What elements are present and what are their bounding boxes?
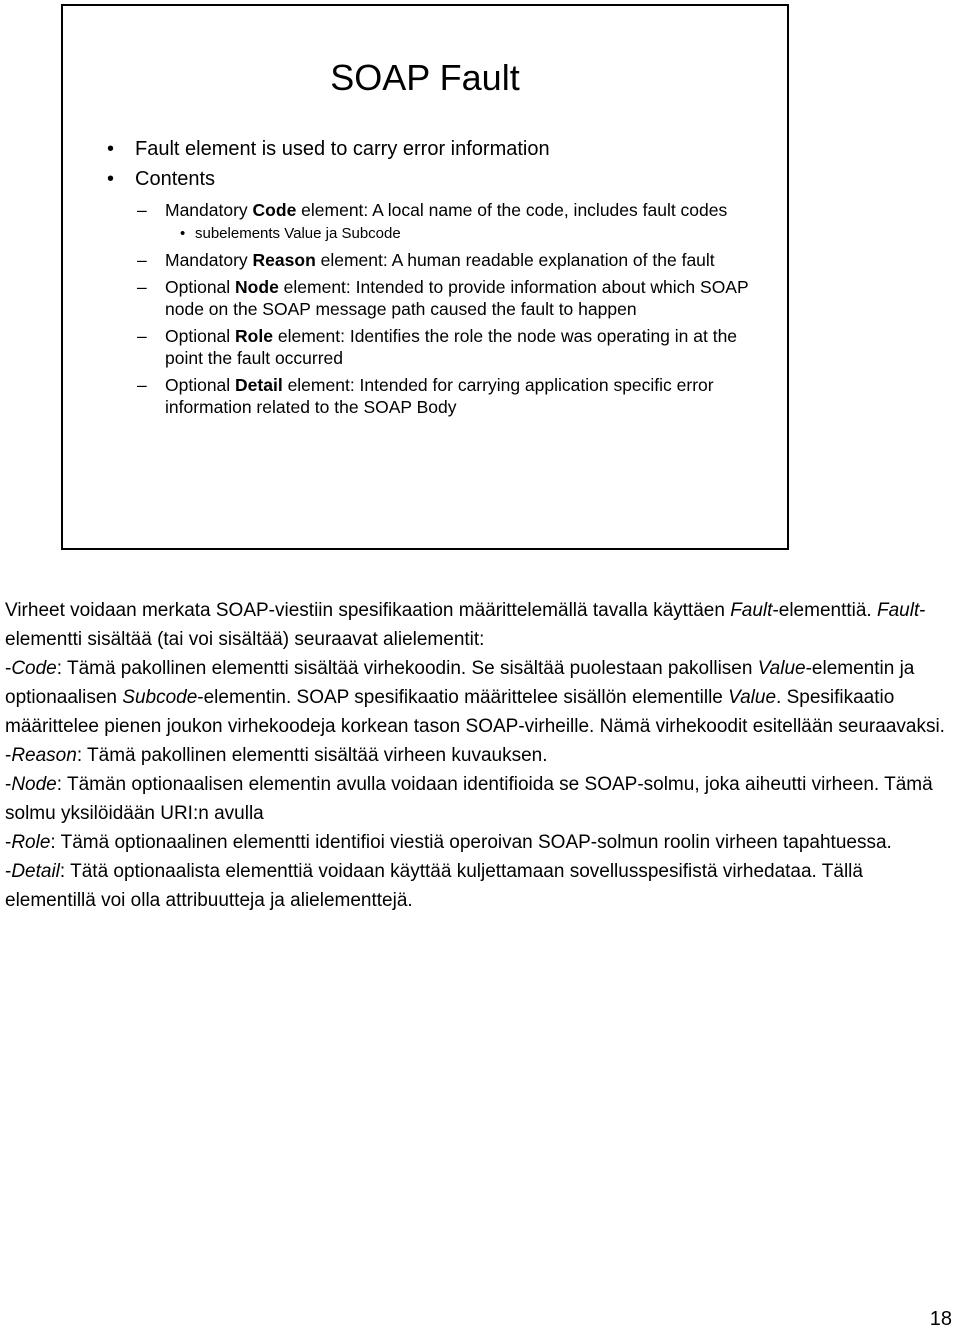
dash-icon: – xyxy=(137,375,147,395)
notes-intro: Virheet voidaan merkata SOAP-viestiin spesifikaation määrittelemällä tavalla käyttäen Fault-elementtiä. Fault-elementti sisältää (tai voi sisältää) seuraavat alielementit: xyxy=(5,600,926,650)
sub-item-code: – Mandatory Code element: A local name of the code, includes fault codes xyxy=(137,200,728,220)
notes-detail: -Detail: Tätä optionaalista elementtiä voidaan käyttää kuljettamaan sovellusspesifistä virhedataa. Tällä elementillä voi olla attribuutteja ja alielementtejä. xyxy=(5,861,863,911)
bullet-item xyxy=(105,134,765,164)
sub-item-reason: – Mandatory Reason element: A human readable explanation of the fault xyxy=(137,250,715,270)
dash-icon: – xyxy=(137,250,147,270)
speaker-notes xyxy=(5,596,950,915)
detail-keyword: Detail xyxy=(235,375,283,395)
sub-item-role: – Optional Role element: Identifies the role the node was operating in at the point the fault occurred xyxy=(137,326,738,368)
slide-title: SOAP Fault xyxy=(330,57,520,98)
bullet-text: Contents xyxy=(135,168,216,190)
dash-icon: – xyxy=(137,200,147,220)
notes-reason: -Reason: Tämä pakollinen elementti sisältää virheen kuvauksen. xyxy=(5,745,548,766)
node-keyword: Node xyxy=(235,277,279,297)
slide xyxy=(61,4,789,550)
sub-item-detail: – Optional Detail element: Intended for carrying application specific error information related to the SOAP Body xyxy=(137,375,714,417)
slide-body xyxy=(105,134,765,418)
bullet-item xyxy=(105,164,765,194)
page-number: 18 xyxy=(929,1308,952,1330)
bullet-icon: • xyxy=(107,168,115,190)
bullet-text: Fault element is used to carry error information xyxy=(135,138,550,160)
dash-icon: – xyxy=(137,277,147,297)
bullet-icon: • xyxy=(180,225,186,242)
role-keyword: Role xyxy=(235,326,273,346)
sub-item-node: – Optional Node element: Intended to provide information about which SOAP node on the SOAP message path caused the fault to happen xyxy=(137,277,749,319)
dash-icon: – xyxy=(137,326,147,346)
bullet-icon: • xyxy=(107,138,115,160)
sub-sub-item: • subelements Value ja Subcode xyxy=(180,225,401,242)
reason-keyword: Reason xyxy=(252,250,316,270)
code-keyword: Code xyxy=(252,200,297,220)
notes-role: -Role: Tämä optionaalinen elementti identifioi viestiä operoivan SOAP-solmun roolin virheen tapahtuessa. xyxy=(5,832,892,853)
notes-code: -Code: Tämä pakollinen elementti sisältää virhekoodin. Se sisältää puolestaan pakollisen Value-elementin ja optionaalisen Subcode-elementin. SOAP spesifikaatio määrittelee sisällön elementille Value. Spesifikaatio määrittelee pienen joukon virhekoodeja korkean tason SOAP-virheille. Nämä virhekoodit esitellään seuraavaksi. xyxy=(5,658,945,737)
notes-node: -Node: Tämän optionaalisen elementin avulla voidaan identifioida se SOAP-solmu, joka aiheutti virheen. Tämä solmu yksilöidään URI:n avulla xyxy=(5,774,933,824)
